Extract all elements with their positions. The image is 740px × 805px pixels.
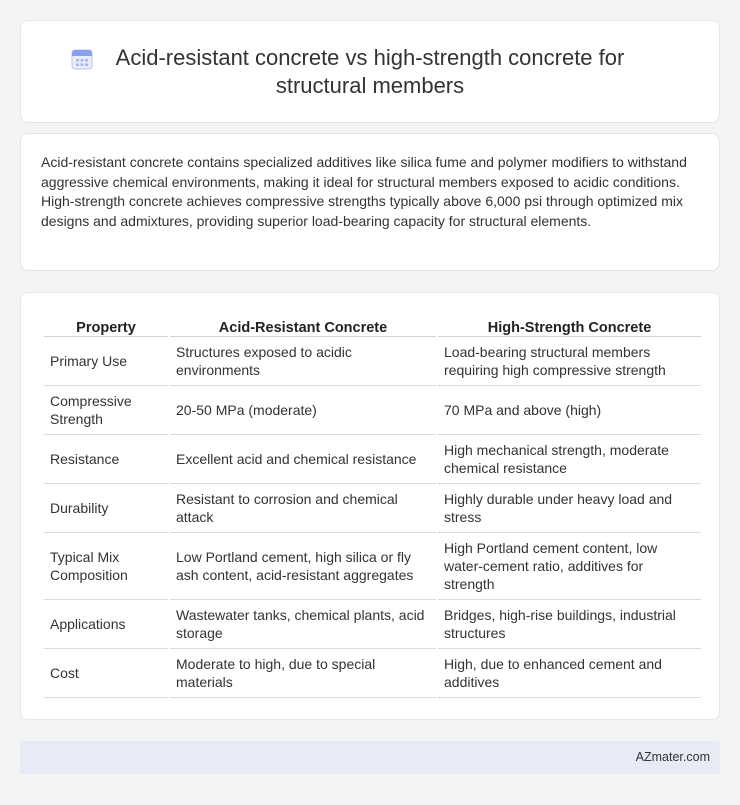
table-header-row bbox=[44, 315, 701, 337]
column-header: Acid-Resistant Concrete bbox=[170, 315, 436, 337]
acid-resistant-cell: Wastewater tanks, chemical plants, acid storage bbox=[170, 600, 436, 649]
high-strength-cell: Bridges, high-rise buildings, industrial structures bbox=[438, 600, 701, 649]
column-header: Property bbox=[44, 315, 168, 337]
property-cell: Compressive Strength bbox=[44, 386, 168, 435]
table-row bbox=[44, 600, 701, 649]
acid-resistant-cell: Excellent acid and chemical resistance bbox=[170, 435, 436, 484]
intro-paragraph: Acid-resistant concrete contains specialized additives like silica fume and polymer modifiers to withstand aggressive chemical environments, making it ideal for structural members exposed to acidic conditions. High-strength concrete achieves compressive strengths typically above 6,000 psi through optimized mix designs and admixtures, providing superior load-bearing capacity for structural elements. bbox=[41, 154, 687, 229]
property-cell: Resistance bbox=[44, 435, 168, 484]
acid-resistant-cell: Resistant to corrosion and chemical attack bbox=[170, 484, 436, 533]
property-cell: Durability bbox=[44, 484, 168, 533]
high-strength-cell: 70 MPa and above (high) bbox=[438, 386, 701, 435]
table-row bbox=[44, 649, 701, 698]
property-cell: Applications bbox=[44, 600, 168, 649]
intro-card bbox=[20, 133, 720, 271]
table-row bbox=[44, 484, 701, 533]
column-header: High-Strength Concrete bbox=[438, 315, 701, 337]
high-strength-cell: High mechanical strength, moderate chemical resistance bbox=[438, 435, 701, 484]
page-title: Acid-resistant concrete vs high-strength concrete for structural members bbox=[115, 44, 625, 98]
property-cell: Primary Use bbox=[44, 337, 168, 386]
comparison-table bbox=[42, 315, 703, 698]
comparison-table-card bbox=[20, 292, 720, 720]
table-row bbox=[44, 533, 701, 600]
footer bbox=[20, 741, 720, 774]
property-cell: Typical Mix Composition bbox=[44, 533, 168, 600]
acid-resistant-cell: 20-50 MPa (moderate) bbox=[170, 386, 436, 435]
high-strength-cell: Highly durable under heavy load and stress bbox=[438, 484, 701, 533]
high-strength-cell: High, due to enhanced cement and additives bbox=[438, 649, 701, 698]
table-row bbox=[44, 337, 701, 386]
footer-site-link[interactable]: AZmater.com bbox=[635, 750, 710, 764]
table-row bbox=[44, 435, 701, 484]
acid-resistant-cell: Structures exposed to acidic environments bbox=[170, 337, 436, 386]
high-strength-cell: Load-bearing structural members requiring high compressive strength bbox=[438, 337, 701, 386]
high-strength-cell: High Portland cement content, low water-cement ratio, additives for strength bbox=[438, 533, 701, 600]
property-cell: Cost bbox=[44, 649, 168, 698]
acid-resistant-cell: Low Portland cement, high silica or fly ash content, acid-resistant aggregates bbox=[170, 533, 436, 600]
title-card bbox=[20, 20, 720, 123]
table-row bbox=[44, 386, 701, 435]
acid-resistant-cell: Moderate to high, due to special materials bbox=[170, 649, 436, 698]
